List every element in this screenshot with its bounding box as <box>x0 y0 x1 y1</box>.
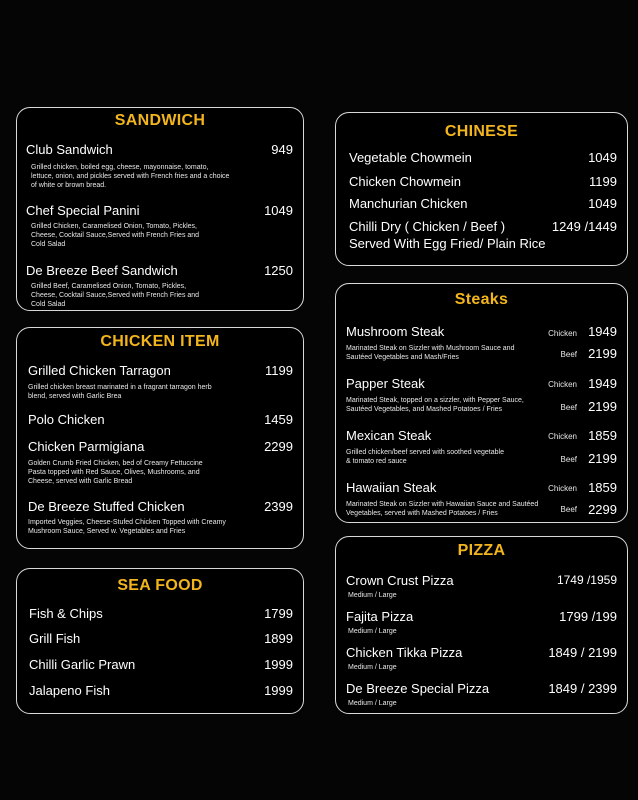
chinese-section <box>335 112 628 266</box>
chicken-label: Chicken <box>548 432 577 441</box>
menu-item-price: 1849 / 2399 <box>548 681 617 696</box>
chicken-section <box>16 327 304 549</box>
section-title: Steaks <box>454 291 509 308</box>
menu-item-price: 1799 <box>264 606 293 621</box>
menu-item-description: Grilled Chicken, Caramelised Onion, Tomato, Pickles, Cheese, Cocktail Sauce,Served with French Fries and Cold Salad <box>31 223 200 248</box>
menu-item-price: 1250 <box>264 263 293 278</box>
chicken-price: 1859 <box>588 428 617 443</box>
beef-label: Beef <box>560 505 577 514</box>
menu-item-name: Fish & Chips <box>29 606 103 621</box>
menu-item-name: Hawaiian Steak <box>346 480 437 495</box>
chicken-price: 1949 <box>588 376 617 391</box>
menu-item-description: Marinated Steak, topped on a sizzler, with Pepper Sauce, Sautéed Vegetables, and Mashed Potatoes / Fries <box>346 397 524 413</box>
seafood-section <box>16 568 304 714</box>
menu-item-name: Mushroom Steak <box>346 324 445 339</box>
steaks-section <box>335 283 628 523</box>
menu-item-name: Chicken Chowmein <box>349 174 461 189</box>
menu-item-name: De Breeze Special Pizza <box>346 681 490 696</box>
menu-item-note: Served With Egg Fried/ Plain Rice <box>349 236 546 251</box>
menu-item-price: 2399 <box>264 499 293 514</box>
menu-item-name: Grilled Chicken Tarragon <box>28 363 171 378</box>
chicken-price: 1859 <box>588 480 617 495</box>
section-title: SANDWICH <box>114 112 206 129</box>
menu-item-name: Manchurian Chicken <box>349 196 468 211</box>
sandwich-section <box>16 107 304 311</box>
menu-item-name: Chicken Tikka Pizza <box>346 645 463 660</box>
menu-item-description: Imported Veggies, Cheese-Stufed Chicken Topped with Creamy Mushroom Sauce, Served w. Vegetables and Fries <box>28 519 226 535</box>
section-title: SEA FOOD <box>117 577 203 594</box>
beef-label: Beef <box>560 350 577 359</box>
pizza-size-label: Medium / Large <box>348 700 397 707</box>
menu-item-name: Chicken Parmigiana <box>28 439 145 454</box>
chicken-label: Chicken <box>548 380 577 389</box>
menu-item-name: Grill Fish <box>29 631 81 646</box>
menu-item-price: 1999 <box>264 657 293 672</box>
chicken-label: Chicken <box>548 484 577 493</box>
section-title: CHINESE <box>444 123 519 140</box>
menu-item-name: De Breeze Stuffed Chicken <box>28 499 185 514</box>
menu-item-name: Chilli Garlic Prawn <box>29 657 136 672</box>
menu-item-description: Grilled chicken/beef served with soothed vegetable & tomato red sauce <box>346 449 504 465</box>
menu-item-name: De Breeze Beef Sandwich <box>26 263 178 278</box>
menu-item-name: Polo Chicken <box>28 412 105 427</box>
menu-item-price: 1249 /1449 <box>551 219 617 234</box>
menu-item-price: 2299 <box>264 439 293 454</box>
menu-item-description: Marinated Steak on Sizzler with Hawaiian Sauce and Sautéed Vegetables, served with Mashed Potatoes / Fries <box>346 501 539 517</box>
menu-item-description: Marinated Steak on Sizzler with Mushroom Sauce and Sautéed Vegetables and Mash/Fries <box>346 345 515 361</box>
pizza-size-label: Medium / Large <box>348 664 397 671</box>
beef-label: Beef <box>560 455 577 464</box>
menu-item-description: Golden Crumb Fried Chicken, bed of Creamy Fettuccine Pasta topped with Red Sauce, Olives, Mushrooms, and Cheese, served with Garlic Bread <box>28 460 203 485</box>
menu-item-price: 1459 <box>264 412 293 427</box>
menu-item-price: 1049 <box>588 150 617 165</box>
menu-item-description: Grilled chicken, boiled egg, cheese, mayonnaise, tomato, lettuce, onion, and pickles served with French fries and a choice of white or brown bread. <box>31 164 230 189</box>
pizza-size-label: Medium / Large <box>348 592 397 599</box>
beef-price: 2199 <box>588 399 617 414</box>
menu-item-price: 1199 <box>589 174 617 189</box>
menu-item-name: Papper Steak <box>346 376 425 391</box>
menu-item-description: Grilled Beef, Caramelised Onion, Tomato, Pickles, Cheese, Cocktail Sauce,Served with French Fries and Cold Salad <box>31 283 200 308</box>
beef-label: Beef <box>560 403 577 412</box>
menu-item-price: 1899 <box>264 631 293 646</box>
beef-price: 2199 <box>588 451 617 466</box>
menu-item-price: 1199 <box>265 363 293 378</box>
menu-item-price: 1999 <box>264 683 293 698</box>
menu-item-name: Crown Crust Pizza <box>346 573 454 588</box>
menu-item-name: Chilli Dry ( Chicken / Beef ) <box>349 219 506 234</box>
menu-item-name: Vegetable Chowmein <box>349 150 472 165</box>
menu-item-name: Chef Special Panini <box>26 203 140 218</box>
menu-item-description: Grilled chicken breast marinated in a fragrant tarragon herb blend, served with Garlic Brea <box>28 384 212 400</box>
pizza-section <box>335 536 628 714</box>
menu-item-price: 1049 <box>264 203 293 218</box>
menu-item-price: 1749 /1959 <box>556 573 617 587</box>
menu-item-price: 1849 / 2199 <box>548 645 617 660</box>
beef-price: 2199 <box>588 346 617 361</box>
section-title: CHICKEN ITEM <box>100 333 220 350</box>
menu-item-price: 949 <box>271 142 293 157</box>
chicken-label: Chicken <box>548 329 577 338</box>
menu-item-name: Fajita Pizza <box>346 609 414 624</box>
menu-item-name: Mexican Steak <box>346 428 432 443</box>
menu-item-price: 1799 /199 <box>559 609 617 624</box>
beef-price: 2299 <box>588 502 617 517</box>
menu-item-price: 1049 <box>588 196 617 211</box>
chicken-price: 1949 <box>588 324 617 339</box>
section-title: PIZZA <box>457 542 506 559</box>
pizza-size-label: Medium / Large <box>348 628 397 635</box>
menu-item-name: Jalapeno Fish <box>29 683 110 698</box>
menu-item-name: Club Sandwich <box>26 142 113 157</box>
